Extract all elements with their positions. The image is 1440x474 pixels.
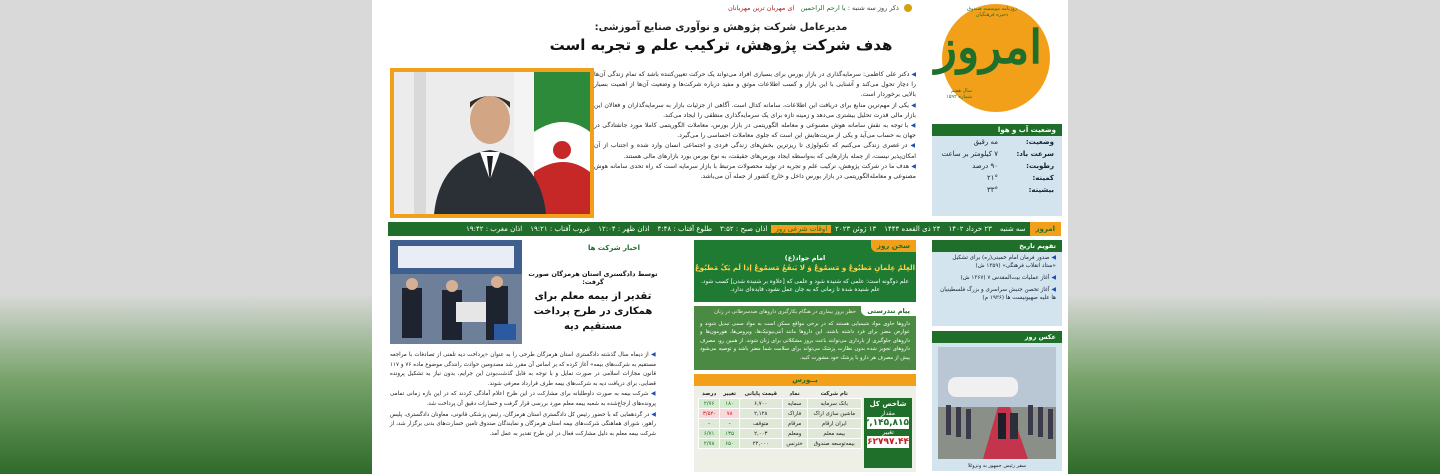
page-background-left	[0, 0, 372, 474]
stock-cell: ۶,۷۰۰	[739, 399, 782, 409]
weather-label: بیشینه:	[1028, 186, 1054, 194]
stock-table	[698, 390, 862, 449]
weather-label: کمینه:	[1032, 174, 1054, 182]
bullet-icon: ◀	[1049, 286, 1056, 293]
stock-cell: خترنس	[782, 439, 807, 449]
column-header: نام شرکت	[820, 391, 848, 397]
stock-cell: ۷۸	[720, 409, 740, 419]
maghrib-time: اذان مغرب : ۱۹:۴۲	[466, 225, 523, 233]
weather-label: سرعت باد:	[1016, 150, 1054, 158]
weather-row	[932, 184, 1062, 196]
stock-cell: -	[720, 419, 740, 429]
dhikr-strip	[380, 0, 916, 16]
stock-cell: ماشین سازی اراک	[807, 409, 861, 419]
dhuhr-time: اذان ظهر : ۱۲:۰۴	[598, 225, 650, 233]
bullet-icon: ◀	[649, 410, 656, 418]
bullet-icon: ◀	[908, 122, 917, 130]
stock-cell: مرقام	[782, 419, 807, 429]
weather-value: ۹۰ درصد	[972, 162, 998, 170]
news-text: در گردهمایی که با حضور رئیس کل دادگستری استان هرمزگان، رئیس پزشکی قانونی، معاونان دادگستری، پلیس راهور، شورای هماهنگی شرکت‌های بیمه استان هرمزگان و نمایندگان صندوق تامین خسارت‌های بدنی برگزار شد، از شرکت بیمه معلم به دلیل مشارکت فعال در این طرح تقدیر به عمل آمد.	[390, 411, 656, 437]
bullet-icon: ◀	[909, 162, 917, 170]
portrait-image	[394, 72, 590, 214]
weather-value: ۷ کیلومتر بر ساعت	[941, 150, 998, 158]
persian-date: ۲۳ خرداد ۱۴۰۲	[948, 225, 992, 233]
weather-row	[932, 160, 1062, 172]
dhikr-translation: ای مهربان ترین مهربانان	[728, 4, 795, 12]
dhikr-label: ذکر روز سه شنبه :	[847, 4, 899, 12]
weather-label: وضعیت:	[1025, 138, 1054, 146]
stock-cell: بیمه‌توسعه‌ صندوق	[807, 439, 861, 449]
news-section-title: اخبار شرکت ها	[587, 244, 640, 252]
article-paragraph	[594, 121, 916, 141]
bullet-icon: ◀	[648, 351, 656, 358]
article-kicker: مدیرعامل شرکت پژوهش و نوآوری صنایع آموزشی:	[594, 22, 848, 33]
date-tag: امروز	[1030, 222, 1061, 236]
paragraph-text: دکتر علی کاظمی: سرمایه‌گذاری در بازار بورس برای بسیاری افراد می‌تواند یک حرکت تعیین‌کننده باشد که تمام زندگی آن‌ها را دچار تحول می‌کند و آشنایی با این بازار و کسب اطلاعات موثق و مفید درباره شرکت‌ها و وضعیت آن‌ها از اهمیت بسیار بالایی برخوردار است.	[594, 71, 916, 99]
logo-tagline: روزنامه موسسه صندوق ذخیره فرهنگیان	[967, 6, 1017, 18]
quote-arabic: العِلمُ عِلمانِ مَطبُوعٌ و مَسمُوعٌ وَ لا یَنفَعُ مَسمُوعٌ إذا لَم یَکُ مَطبُوعٌ	[694, 264, 916, 272]
stock-row	[699, 429, 862, 439]
stock-market-box	[694, 374, 916, 472]
paragraph-text: یکی از مهم‌ترین منابع برای دریافت این اطلاعات، سامانه کدال است. آگاهی از جزئیات بازار به سرمایه‌گذاران و فعالان این بازار مالی قدرت تحلیل بیشتری می‌دهد و زمینه تازه برای یک سرمایه‌گذاری منطقی را ایجاد می‌کند.	[594, 101, 916, 119]
issue-info	[946, 88, 972, 100]
article-body	[594, 70, 916, 182]
stock-cell: ۲/۷۶	[699, 399, 720, 409]
quote-translation: علم دوگونه است: علمی که شنیده شود و علمی که [علاوه بر شنیده شدن] کسب شود. علم شنیده شده تا زمانی که به جان عمل نشود، فایده‌ای ندارد.	[701, 279, 909, 293]
stock-cell: بیمه معلم	[807, 429, 861, 439]
calendar-text: صدور فرمان امام خمینی(ره) برای تشکیل «ستاد انقلاب فرهنگی» (۱۳۵۹ ش)	[952, 255, 1056, 269]
news-paragraph	[390, 350, 656, 389]
calendar-text: آغاز عملیات بیت‌المقدس ۷ (۱۳۶۷ ش)	[960, 275, 1050, 281]
weather-title: وضعیت آب و هوا	[932, 124, 1062, 136]
health-title: پیام تندرستی	[861, 306, 916, 316]
quote-title: سخن روز	[871, 240, 916, 252]
gregorian-date: ۱۳ ژوئن ۲۰۲۳	[835, 225, 877, 233]
news-section-header	[390, 240, 654, 258]
stock-cell: ۲۲,۰۰۰	[739, 439, 782, 449]
sun-icon	[904, 4, 912, 12]
calendar-title: تقویم تاریخ	[932, 240, 1062, 252]
weather-box	[932, 124, 1062, 216]
bourse-title: بــورس	[694, 374, 916, 386]
ceremony-image	[938, 347, 1056, 459]
stock-cell: ایران ارقام	[807, 419, 861, 429]
column-header: تغییر	[723, 391, 737, 397]
weather-value: مه رقیق	[973, 138, 998, 146]
newspaper-page	[372, 0, 1068, 474]
calendar-text: آغاز تحصن جنبش سراسری و بزرگ فلسطینیان ها علیه صهیونیست ها (۱۹۳۶ م)	[940, 287, 1056, 301]
stock-cell: -	[699, 419, 720, 429]
health-message	[694, 306, 916, 370]
photo-of-day	[932, 331, 1062, 471]
weather-value: ۲۱°	[986, 174, 998, 182]
calendar-item	[932, 252, 1062, 272]
bullet-icon: ◀	[909, 71, 916, 78]
news-headline-block	[528, 270, 658, 334]
stock-cell: ۲/۷۸	[699, 439, 720, 449]
sunset-time: غروب آفتاب : ۱۹:۲۱	[530, 225, 591, 233]
quote-of-day	[694, 240, 916, 302]
market-index	[864, 398, 912, 468]
column-header: قیمت پایانی	[744, 391, 778, 397]
article-paragraph	[594, 101, 916, 121]
column-header: درصد	[702, 391, 717, 397]
calendar-item	[932, 272, 1062, 284]
column-header: نماد	[789, 391, 800, 397]
stock-cell: بانک سرمایه	[807, 399, 861, 409]
news-kicker: توسط دادگستری استان هرمزگان صورت گرفت:	[528, 270, 658, 286]
article-headline: هدف شرکت پژوهش، ترکیب علم و تجربه است	[549, 36, 893, 54]
news-paragraph	[390, 389, 656, 409]
news-text: از دیماه سال گذشته دادگستری استان هرمزگان طرحی را به عنوان «پرداخت دیه تلفنی از تصادفات با مراجعه مستقیم به شرکت‌های بیمه» آغاز کرده که بر اساس آن مقرر شد مصدومین حوادث رانندگی موضوع ماده ۷۶ و ۱۱۷ قانون مجازات اسلامی در صورت تمایل و با توجه به قابل گذشت‌بودن این جرایم، بدون نیاز به تشکیل پرونده قضایی، برای دریافت دیه به شرکت‌های بیمه طرف قرارداد معرفی شوند.	[390, 352, 656, 387]
weather-row	[932, 148, 1062, 160]
dhikr-text: یا ارحم الراحمین	[800, 4, 846, 12]
article-photo	[390, 68, 594, 218]
stock-row	[699, 419, 862, 429]
masthead-logo	[932, 2, 1062, 114]
logo-word: امروز	[934, 20, 1042, 74]
index-change-value: ۶۲۷۹۷.۴۴	[867, 437, 909, 447]
weather-value: ۳۳°	[986, 186, 998, 194]
article-paragraph	[594, 162, 916, 182]
stock-cell: -۳/۵۴	[699, 409, 720, 419]
prayer-times-label: اوقات شرعی روز	[771, 225, 831, 233]
weather-label: رطوبت:	[1026, 162, 1054, 170]
index-change-label: تغییر	[882, 429, 894, 436]
bullet-icon: ◀	[1049, 254, 1056, 261]
sunrise-time: طلوع آفتاب : ۴:۴۸	[657, 225, 713, 233]
stock-cell: ۲,۰۰۳	[739, 429, 782, 439]
stock-cell: سمایه	[782, 399, 807, 409]
health-subtitle: خطر بروز بیماری‌ در هنگام بکارگیری داروهای ضدسرطانی در زنان	[714, 309, 856, 315]
paragraph-text: با توجه به نقش سامانه هوش مصنوعی و معامله الگوریتمی در بازار بورس، معاملات الگوریتمی کاملا مورد جانفتادگی در جهان به حساب می‌آید و یکی از مزیت‌هایش این است که جلوی معاملات احساسی را می‌گیرد.	[594, 122, 916, 140]
paragraph-text: هدف ما در شرکت پژوهش، ترکیب علم و تجربه در تولید محصولات مرتبط با بازار سرمایه است که راه‌ تحدی سامانه هوش مصنوعی و معامله‌الگوریتمی در بازار بورس داخل و خارج کشور از جمله آن می‌باشد.	[594, 162, 916, 181]
article-paragraph	[594, 141, 916, 161]
day-name: سه شنبه	[999, 225, 1026, 233]
health-body: داروها حاوی مواد شیمیایی هستند که در برخی مواقع ممکن است به مواد سمی تبدیل شوند و عوارض مضر برای فرد داشته باشند. این داروها مانند آنتی‌بیوتیک‌ها، ویروس‌ها، هورمون‌ها و داروهای جلوگیری از بارداری می‌توانند باعث بروز مشکلاتی برای زنان شوند. از همین رو، مصرف داروهای تجویز شده بدون نظارت پزشک می‌تواند برای سلامت شما مضر باشد و توصیه می‌شود پیش از مصرف هر دارو با پزشک خود مشورت کنید.	[700, 321, 910, 361]
index-value: ۲,۱۴۵,۸۱۵	[863, 418, 909, 428]
calendar-item	[932, 284, 1062, 304]
date-bar	[388, 222, 1061, 236]
year-label: سال هفتم	[951, 88, 972, 94]
news-headline: تقدیر از بیمه معلم برای همکاری در طرح پرداخت مستقیم دیه	[533, 291, 653, 332]
stock-row	[699, 409, 862, 419]
weather-row	[932, 136, 1062, 148]
stock-row	[699, 399, 862, 409]
hijri-date: ۲۴ ذی القعده ۱۴۴۴	[884, 225, 941, 233]
weather-row	[932, 172, 1062, 184]
quote-author: امام جواد(ع)	[784, 254, 826, 262]
fajr-time: اذان صبح : ۳:۵۲	[720, 225, 768, 233]
news-paragraph	[390, 410, 656, 440]
stock-row	[699, 439, 862, 449]
bullet-icon: ◀	[907, 142, 916, 150]
page-background-right	[1068, 0, 1440, 474]
news-body	[390, 350, 656, 439]
bullet-icon: ◀	[648, 390, 657, 398]
paragraph-text: در عصری زندگی می‌کنیم که تکنولوژی تا ریزترین بخش‌های زندگی فردی و اجتماعی انسان وارد شده و اجتناب از آن امکان‌پذیر نیست، از جمله بازارهایی که به‌واسطه ایجاد بورس‌های حقیقت، به‌ نوع بورس بورد بازارهای مالی هستند.	[594, 142, 916, 160]
photo-of-day-caption: سفر رئیس‌ جمهور به ونزوئلا	[967, 463, 1027, 469]
photo-of-day-image	[938, 347, 1056, 459]
stock-cell: ۶/۷۱	[699, 429, 720, 439]
photo-of-day-title: عکس روز	[932, 331, 1062, 343]
stock-cell: ۱۸۰	[720, 399, 740, 409]
article-paragraph	[594, 70, 916, 101]
stock-cell: متوقف	[739, 419, 782, 429]
index-title: شاخص‌ کل	[864, 398, 912, 410]
stock-cell: ۲,۱۲۸	[739, 409, 782, 419]
stock-cell: ۶۵۰	[720, 439, 740, 449]
issue-label: شماره ۱۵۹۲	[946, 94, 972, 100]
history-calendar	[932, 240, 1062, 326]
stock-cell: ۱۳۵	[720, 429, 740, 439]
bullet-icon: ◀	[908, 101, 916, 109]
stock-header-row	[699, 390, 862, 399]
stock-cell: ومعلم	[782, 429, 807, 439]
news-text: شرکت بیمه به صورت داوطلبانه برای مشارکت در این طرح اعلام آمادگی کردند که در این بازه زمانی تمامی پرونده‌های ارجاع‌شده به شعبه بیمه معلم مورد بررسی قرار گرفت و خسارات دقیق آن پرداخت شد.	[390, 391, 656, 407]
stock-cell: فاراک	[782, 409, 807, 419]
index-value-label: مقدار	[881, 410, 895, 417]
bullet-icon: ◀	[1049, 274, 1056, 281]
